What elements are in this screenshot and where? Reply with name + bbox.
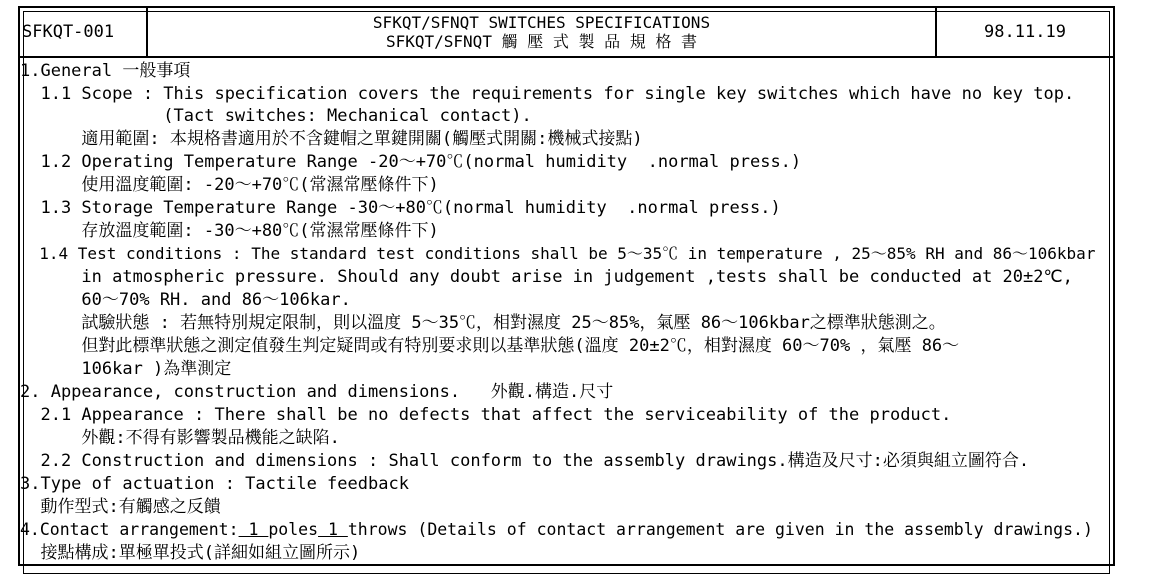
storage-temp: 1.3 Storage Temperature Range -30～+80℃(normal humidity .normal press.) [20, 198, 781, 218]
title-chinese: SFKQT/SFNQT 觸 壓 式 製 品 規 格 書 [385, 32, 698, 51]
section-1-heading: 1.General 一般事項 [20, 61, 191, 81]
spec-header [20, 8, 1113, 58]
test-conditions-chinese-3: 106kar )為準測定 [20, 359, 232, 379]
construction-dimensions: 2.2 Construction and dimensions : Shall conform to the assembly drawings.構造及尺寸:必須與組立圖符合. [20, 451, 1030, 471]
scope-chinese: 適用範圍: 本規格書適用於不含鍵帽之單鍵開關(觸壓式開關:機械式接點) [20, 129, 643, 149]
storage-temp-chinese: 存放溫度範圍: -30～+80℃(常濕常壓條件下) [20, 221, 439, 241]
operating-temp-chinese: 使用溫度範圍: -20～+70℃(常濕常壓條件下) [20, 175, 439, 195]
section-4-heading [20, 519, 1093, 541]
section-2-heading: 2. Appearance, construction and dimensions. 外觀.構造.尺寸 [20, 382, 614, 402]
title-english: SFKQT/SFNQT SWITCHES SPECIFICATIONS [372, 13, 711, 32]
document-title [148, 8, 937, 56]
test-conditions-2: in atmospheric pressure. Should any doubt arise in judgement ,tests shall be conducted at 20±2℃, [20, 267, 1073, 287]
document-date: 98.11.19 [984, 22, 1066, 42]
scope-line-2: (Tact switches: Mechanical contact). [20, 106, 532, 126]
test-conditions-chinese-2: 但對此標準狀態之測定值發生判定疑問或有特別要求則以基準狀態(溫度 20±2℃，相對濕度 60～70% ，氣壓 86～ [20, 336, 960, 356]
poles-label: poles [268, 520, 319, 539]
document-frame [18, 6, 1115, 566]
throws-text: throws (Details of contact arrangement are given in the assembly drawings.) [347, 520, 1093, 539]
appearance-chinese: 外觀:不得有影響製品機能之缺陷. [20, 428, 340, 448]
test-conditions-chinese-1: 試驗狀態 : 若無特別規定限制，則以溫度 5～35℃，相對濕度 25～85%，氣壓 86～106kbar之標準狀態測之。 [20, 313, 946, 333]
document-code: SFKQT-001 [20, 8, 148, 56]
test-conditions-1: 1.4 Test conditions : The standard test conditions shall be 5～35℃ in temperature , 25～85% RH and 86～106kbar [20, 244, 1096, 263]
scope-line-1: 1.1 Scope : This specification covers the requirements for single key switches which have no key top. [20, 84, 1075, 104]
actuation-chinese: 動作型式:有觸感之反饋 [20, 497, 221, 517]
poles-count: 1 [238, 520, 269, 539]
operating-temp: 1.2 Operating Temperature Range -20～+70℃(normal humidity .normal press.) [20, 152, 802, 172]
throws-count: 1 [318, 520, 348, 539]
contact-arrangement-label: 4.Contact arrangement: [20, 520, 239, 539]
appearance: 2.1 Appearance : There shall be no defects that affect the serviceability of the product. [20, 405, 952, 425]
test-conditions-3: 60～70% RH. and 86～106kar. [20, 290, 351, 310]
contact-arrangement-chinese: 接點構成:單極單投式(詳細如組立圖所示) [20, 543, 361, 563]
section-3-heading: 3.Type of actuation : Tactile feedback [20, 474, 409, 494]
